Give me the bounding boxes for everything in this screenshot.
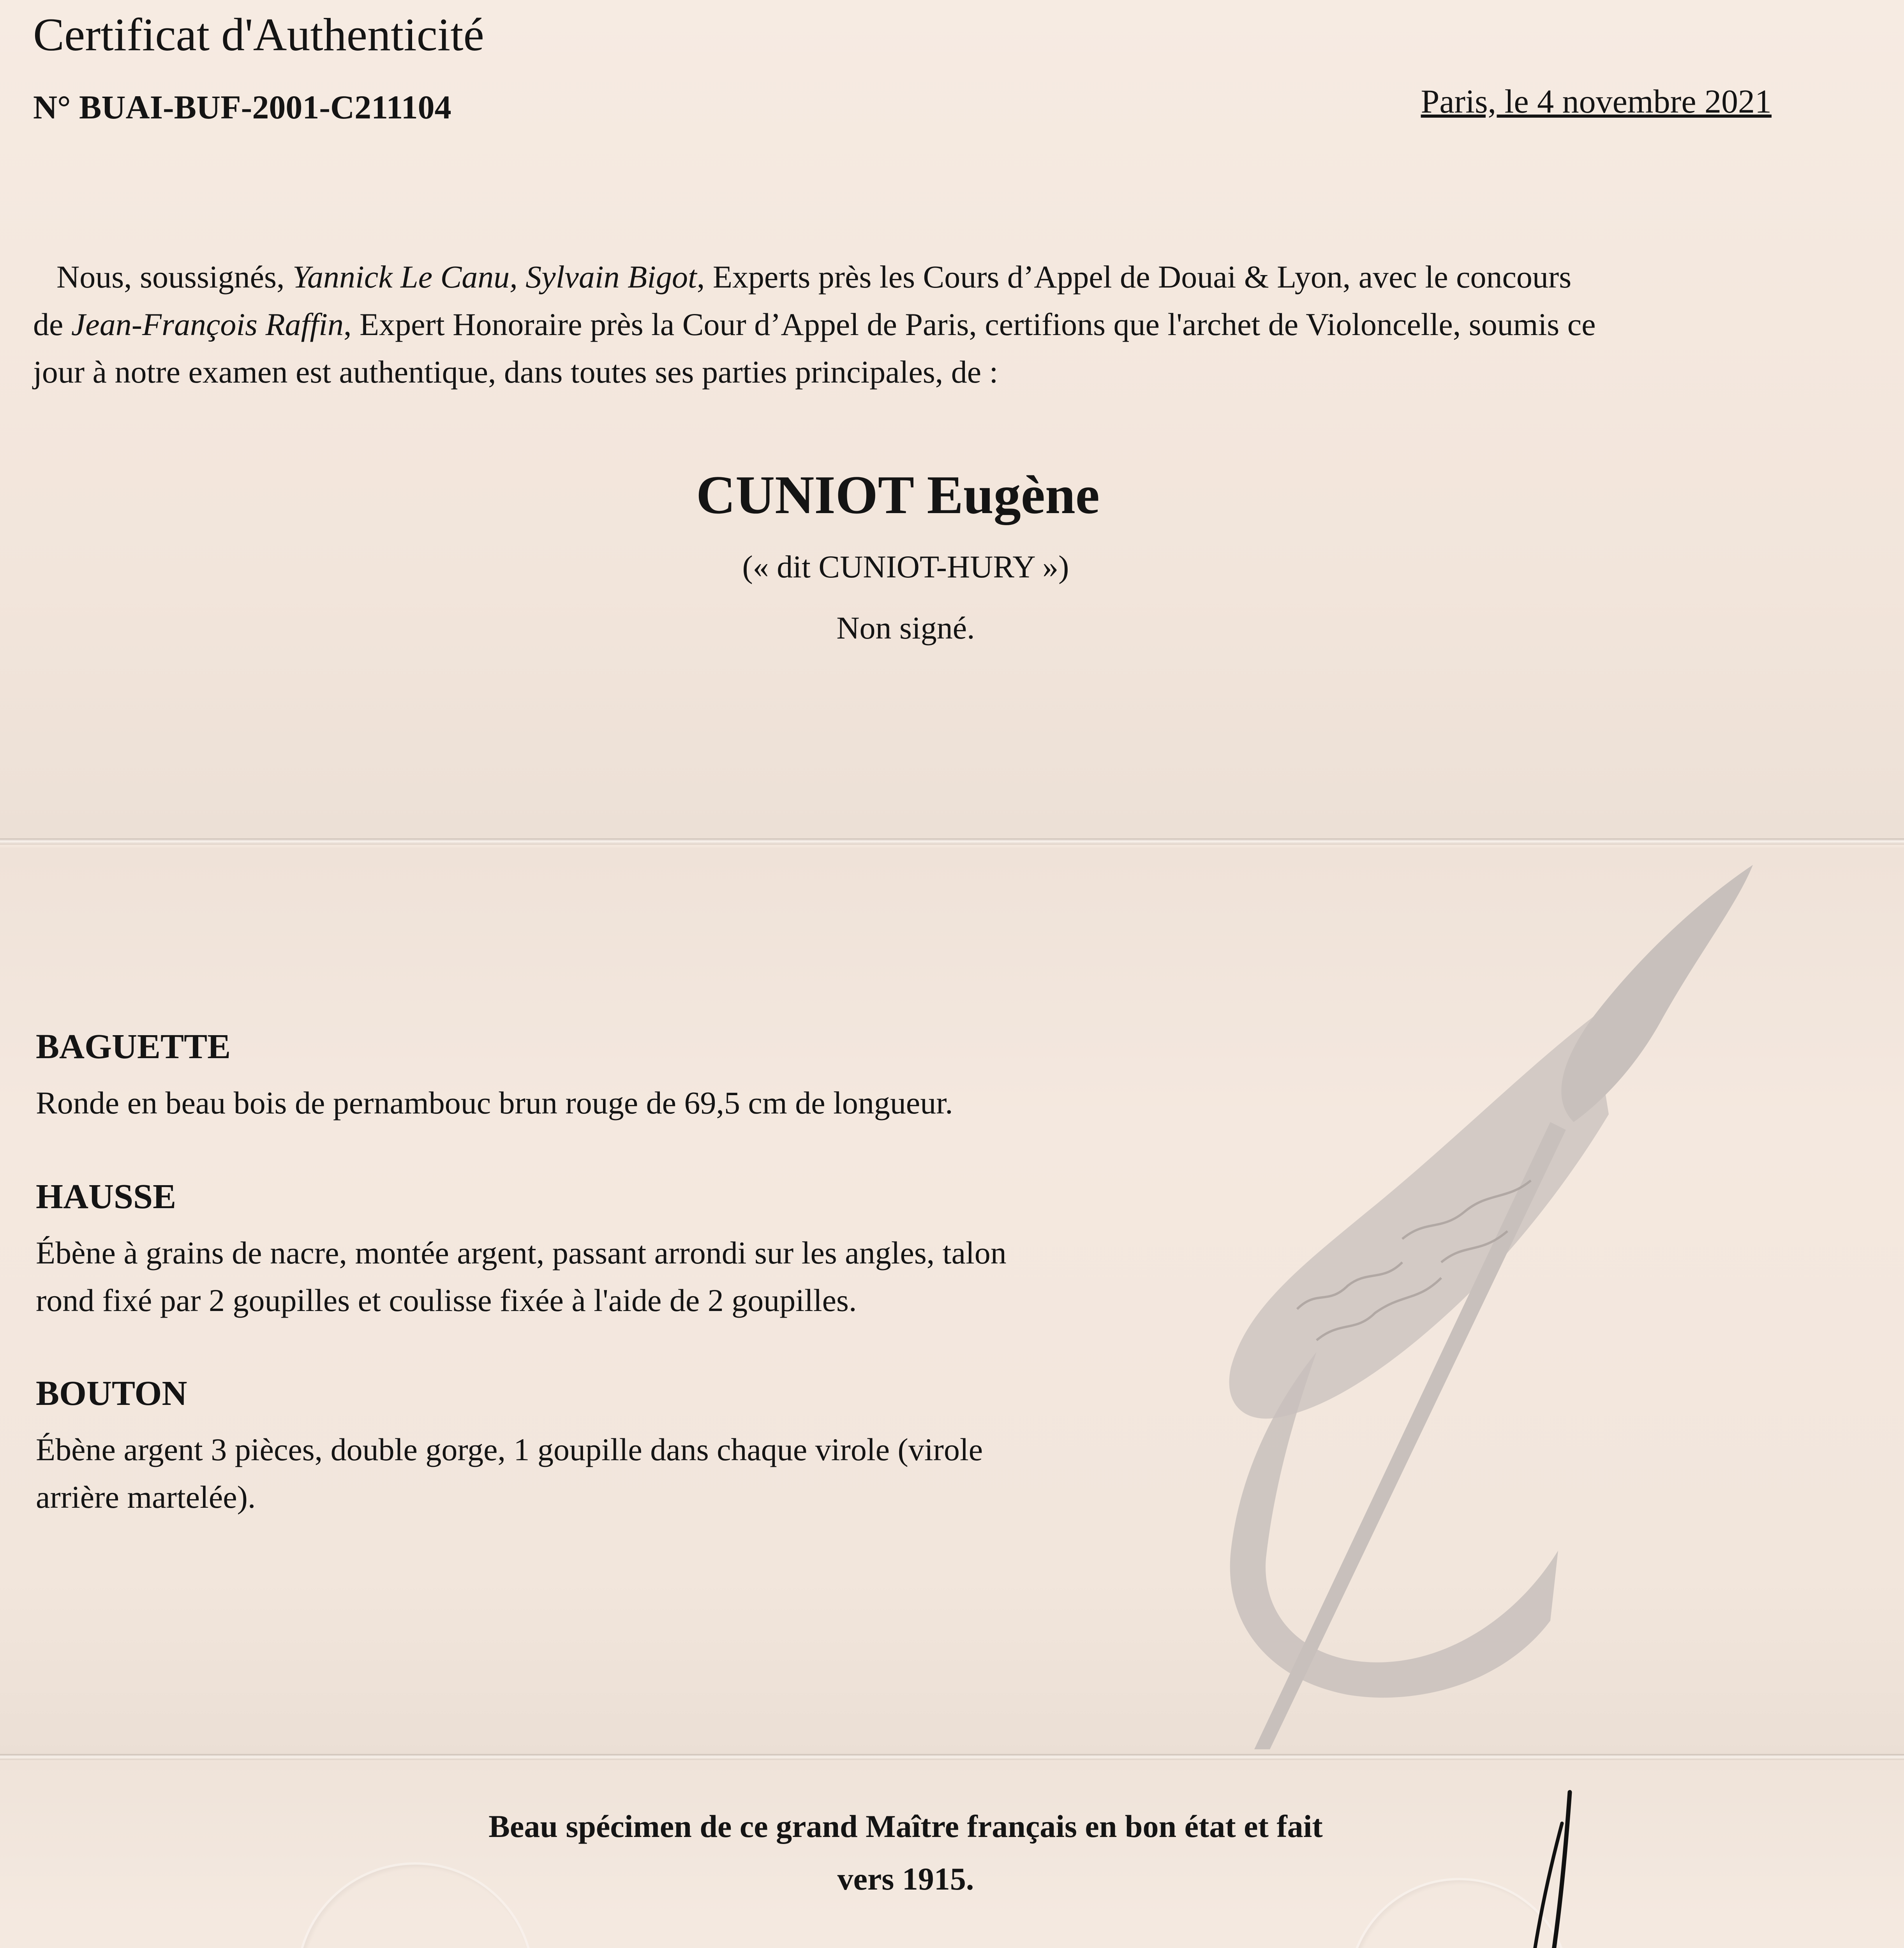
certificate-number: N° BUAI-BUF-2001-C211104 (33, 88, 451, 126)
section-text-line: rond fixé par 2 goupilles et coulisse fixée à l'aide de 2 goupilles. (36, 1283, 857, 1318)
paper-fold-line (0, 1754, 1904, 1760)
section-text-line: Ébène argent 3 pièces, double gorge, 1 goupille dans chaque virole (virole (36, 1432, 983, 1467)
statement-text: Nous, soussignés, (56, 259, 293, 295)
section-text-line: arrière martelée). (36, 1479, 256, 1515)
section-text-line: Ébène à grains de nacre, montée argent, passant arrondi sur les angles, talon (36, 1235, 1007, 1270)
statement-line (33, 253, 1786, 301)
expert-name: Sylvain Bigot (525, 259, 697, 295)
conclusion-line: vers 1915. (837, 1861, 974, 1897)
paper-fold-line (0, 838, 1904, 845)
place-and-date: Paris, le 4 novembre 2021 (1421, 83, 1772, 120)
maker-alias: (« dit CUNIOT-HURY ») (742, 549, 1069, 584)
document-title: Certificat d'Authenticité (33, 9, 484, 60)
section-text-baguette (36, 1079, 953, 1127)
statement-line (33, 301, 1786, 348)
certification-statement (33, 253, 1786, 396)
section-text-bouton (36, 1426, 983, 1521)
section-heading-hausse: HAUSSE (36, 1177, 176, 1216)
statement-text: , Experts près les Cours d’Appel de Douai & Lyon, avec le concours (696, 259, 1572, 295)
expert-name: Jean-François Raffin (71, 307, 344, 342)
expert-name: Yannick Le Canu (292, 259, 510, 295)
statement-text: , Expert Honoraire près la Cour d’Appel de Paris, certifions que l'archet de Violoncelle, soumis ce (344, 307, 1596, 342)
section-heading-bouton: BOUTON (36, 1374, 187, 1413)
signed-status: Non signé. (836, 610, 975, 646)
statement-line: jour à notre examen est authentique, dans toutes ses parties principales, de : (33, 354, 998, 390)
statement-text: de (33, 307, 71, 342)
conclusion-line: Beau spécimen de ce grand Maître français en bon état et fait (488, 1809, 1323, 1844)
quill-pen-icon (1200, 849, 1784, 1753)
signature-bigot-icon (1149, 1784, 1811, 1948)
maker-name: CUNIOT Eugène (696, 465, 1100, 525)
section-heading-baguette: BAGUETTE (36, 1027, 231, 1066)
section-text-hausse (36, 1229, 1007, 1324)
section-text-line: Ronde en beau bois de pernambouc brun rouge de 69,5 cm de longueur. (36, 1085, 953, 1120)
statement-text: , (509, 259, 526, 295)
